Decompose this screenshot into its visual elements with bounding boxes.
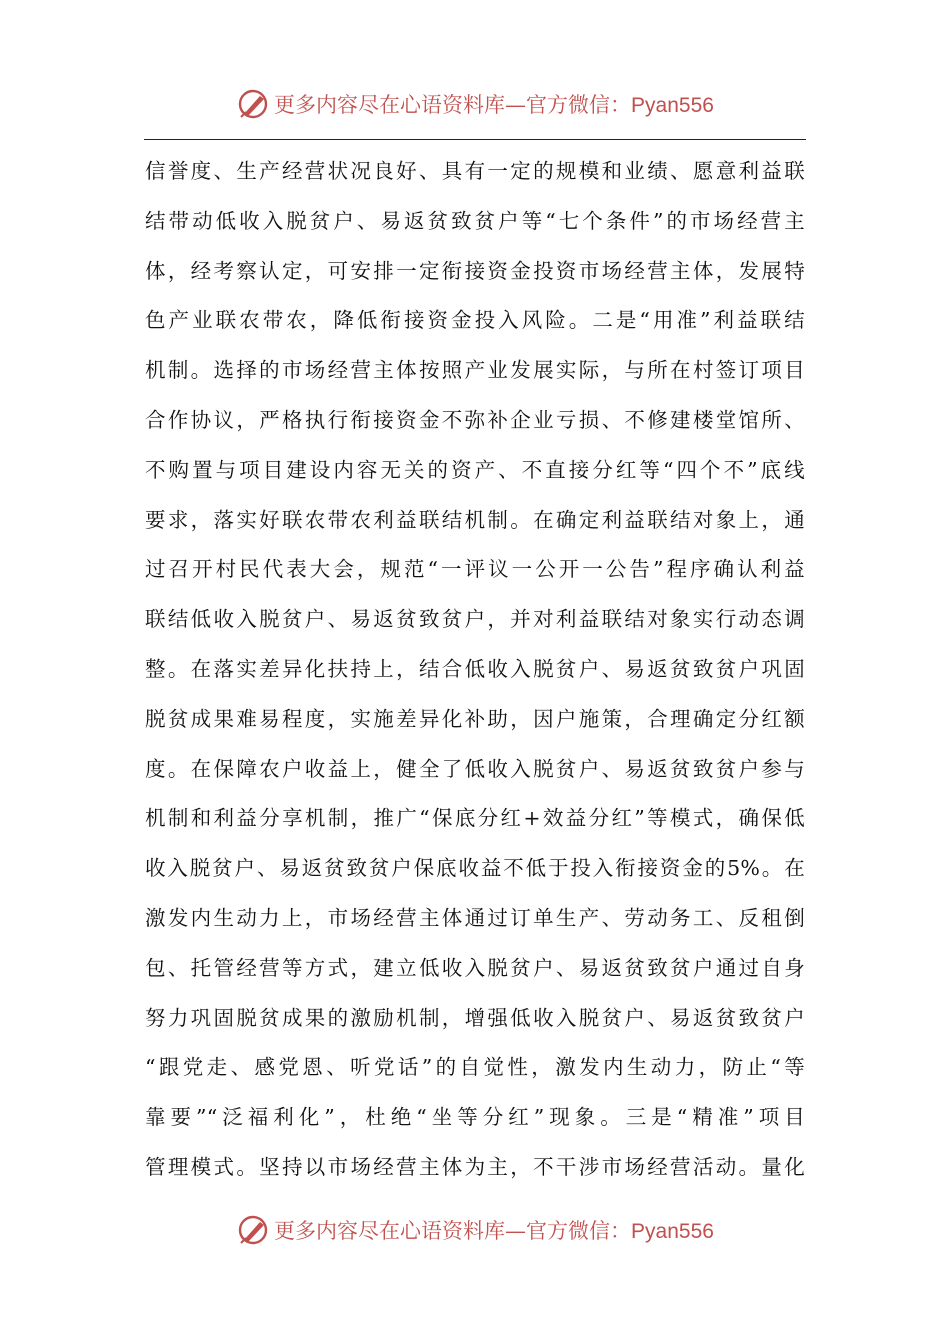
text-line: 过召开村民代表大会，规范“一评议一公开一公告”程序确认利益 — [145, 557, 805, 582]
text-line: “跟党走、感党恩、听党话”的自觉性，激发内生动力，防止“等 — [145, 1055, 805, 1080]
text-line: 包、托管经营等方式，建立低收入脱贫户、易返贫致贫户通过自身 — [145, 955, 805, 980]
text-line: 脱贫成果难易程度，实施差异化补助，因户施策，合理确定分红额 — [145, 706, 805, 731]
header-text-cn: 更多内容尽在心语资料库—官方微信： — [274, 93, 632, 117]
text-line: 管理模式。坚持以市场经营主体为主，不干涉市场经营活动。量化 — [145, 1154, 805, 1179]
document-body — [145, 147, 805, 1193]
text-line: 靠要”“泛福利化”，杜绝“坐等分红”现象。三是“精准”项目 — [145, 1105, 805, 1130]
text-line: 收入脱贫户、易返贫致贫户保底收益不低于投入衔接资金的5%。在 — [145, 856, 805, 881]
text-line: 要求，落实好联农带农利益联结机制。在确定利益联结对象上，通 — [145, 507, 805, 532]
footer-text-cn: 更多内容尽在心语资料库—官方微信： — [274, 1219, 632, 1243]
text-line: 激发内生动力上，市场经营主体通过订单生产、劳动务工、反租倒 — [145, 905, 805, 930]
text-line: 度。在保障农户收益上，健全了低收入脱贫户、易返贫致贫户参与 — [145, 756, 805, 781]
footer-text-en: Pyan556 — [631, 1220, 714, 1243]
text-line: 合作协议，严格执行衔接资金不弥补企业亏损、不修建楼堂馆所、 — [145, 407, 805, 432]
header-text — [274, 89, 714, 119]
text-line: 机制和利益分享机制，推广“保底分红+效益分红”等模式，确保低 — [145, 806, 805, 831]
header-banner — [0, 80, 950, 128]
text-line: 不购置与项目建设内容无关的资产、不直接分红等“四个不”底线 — [145, 457, 805, 482]
pen-nib-circle-icon — [236, 1213, 270, 1247]
footer-text — [274, 1215, 714, 1245]
text-line: 体，经考察认定，可安排一定衔接资金投资市场经营主体，发展特 — [145, 258, 805, 283]
text-line: 信誉度、生产经营状况良好、具有一定的规模和业绩、愿意利益联 — [145, 159, 805, 183]
text-line: 机制。选择的市场经营主体按照产业发展实际，与所在村签订项目 — [145, 358, 805, 383]
text-line: 结带动低收入脱贫户、易返贫致贫户等“七个条件”的市场经营主 — [145, 208, 805, 233]
header-divider — [144, 139, 806, 140]
footer-banner — [0, 1206, 950, 1254]
text-line: 努力巩固脱贫成果的激励机制，增强低收入脱贫户、易返贫致贫户 — [145, 1005, 805, 1030]
text-line: 色产业联农带农，降低衔接资金投入风险。二是“用准”利益联结 — [145, 308, 805, 333]
text-line: 联结低收入脱贫户、易返贫致贫户，并对利益联结对象实行动态调 — [145, 607, 805, 632]
text-line: 整。在落实差异化扶持上，结合低收入脱贫户、易返贫致贫户巩固 — [145, 656, 805, 681]
pen-nib-circle-icon — [236, 87, 270, 121]
header-text-en: Pyan556 — [631, 94, 714, 117]
